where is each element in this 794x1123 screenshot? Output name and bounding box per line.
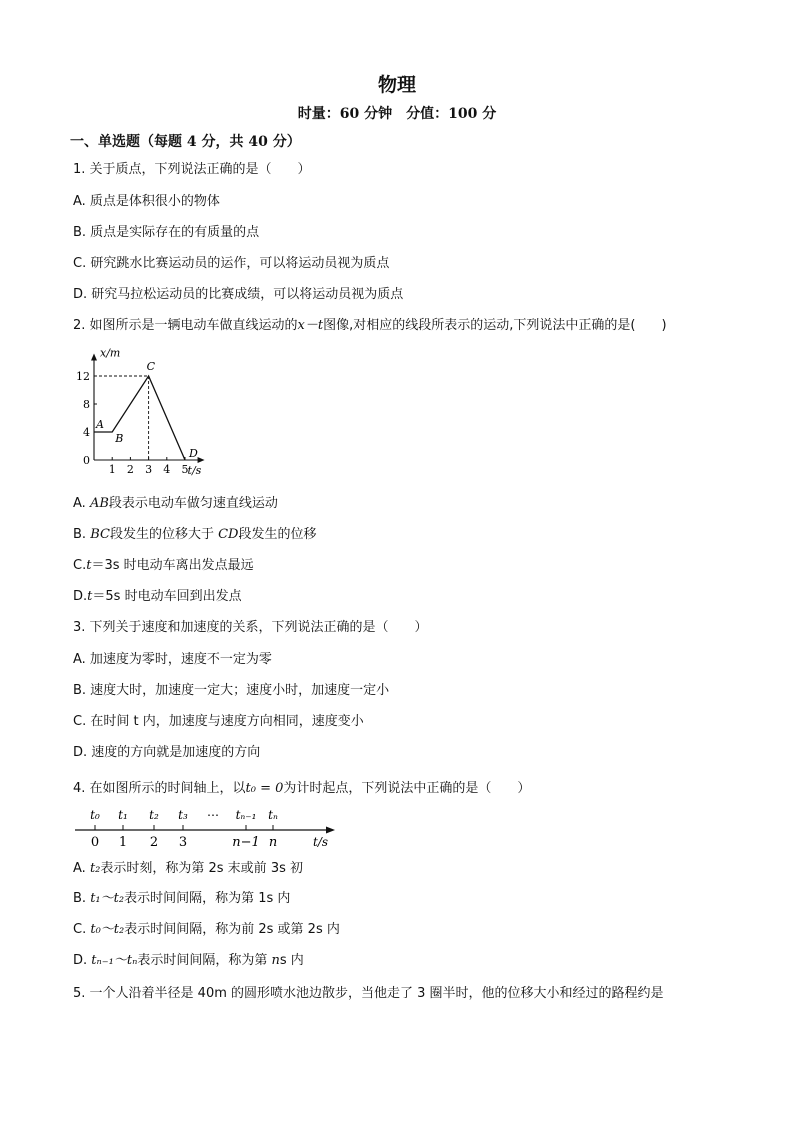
x-tick-label: 2 xyxy=(126,463,134,476)
x-axis-arrow xyxy=(198,457,205,463)
q2-option-b xyxy=(73,523,317,542)
q1-option-a: A. 质点是体积很小的物体 xyxy=(73,194,220,209)
q2-a-text: 段表示电动车做匀速直线运动 xyxy=(108,496,278,511)
x-tick-label: 3 xyxy=(145,463,153,476)
timeline-bottom-label: 0 xyxy=(90,835,100,850)
y-tick-label: 12 xyxy=(76,370,90,383)
q4-b-variable: t₁～t₂ xyxy=(90,891,125,906)
timeline-bottom-label: 2 xyxy=(149,835,159,850)
q1-option-c: C. 研究跳水比赛运动员的运作，可以将运动员视为质点 xyxy=(73,256,390,271)
data-line xyxy=(94,376,185,460)
q2-d-text: ＝5s 时电动车回到出发点 xyxy=(92,589,242,604)
timeline-top-label: tₙ₋₁ xyxy=(235,808,257,822)
timeline-top-label: t₂ xyxy=(149,808,159,822)
q2-stem-text: 2. 如图所示是一辆电动车做直线运动的 xyxy=(73,318,298,333)
q1-option-b: B. 质点是实际存在的有质量的点 xyxy=(73,225,260,240)
q2-d-label: D. xyxy=(73,589,88,604)
q3-option-a: A. 加速度为零时，速度不一定为零 xyxy=(73,652,272,667)
q2-d-variable: t xyxy=(87,589,93,604)
timeline-bottom-label: 1 xyxy=(118,835,128,850)
q2-stem-variable: x－t xyxy=(297,318,324,333)
timeline-top-label: t₀ xyxy=(90,808,100,822)
q4-d-label: D. xyxy=(73,953,88,968)
timeline-diagram xyxy=(73,804,343,852)
exam-info: 时量：60 分钟 分值：100 分 xyxy=(297,106,497,122)
q4-stem xyxy=(73,777,530,796)
q4-stem-text-end: 为计时起点，下列说法中正确的是（ ） xyxy=(283,781,531,796)
q4-stem-text: 4. 在如图所示的时间轴上，以 xyxy=(73,781,246,796)
timeline-top-label: ⋯ xyxy=(207,808,219,822)
q2-c-variable: t xyxy=(86,558,92,573)
x-tick-label: 5 xyxy=(181,463,189,476)
q4-stem-variable: t₀ = 0 xyxy=(245,781,284,796)
y-axis-arrow xyxy=(91,354,97,361)
timeline-arrow xyxy=(326,827,335,834)
x-tick-label: 1 xyxy=(108,463,116,476)
q3-option-d: D. 速度的方向就是加速度的方向 xyxy=(73,745,261,760)
timeline-bottom-label: n−1 xyxy=(232,835,260,850)
q4-option-d xyxy=(73,949,304,968)
timeline-top-label: tₙ xyxy=(268,808,278,822)
q4-a-text: 表示时刻，称为第 2s 末或前 3s 初 xyxy=(100,861,303,876)
q4-c-text: 表示时间间隔，称为前 2s 或第 2s 内 xyxy=(124,922,340,937)
q3-option-c: C. 在时间 t 内，加速度与速度方向相同，速度变小 xyxy=(73,714,364,729)
y-tick-label: 8 xyxy=(83,398,90,411)
point-label-b: B xyxy=(115,432,124,445)
timeline-bottom-label: 3 xyxy=(178,835,188,850)
q5-stem: 5. 一个人沿着半径是 40m 的圆形喷水池边散步，当他走了 3 圈半时，他的位移大小和经过的路程约是 xyxy=(73,986,664,1001)
x-tick-label: 4 xyxy=(163,463,171,476)
q2-c-label: C. xyxy=(73,558,87,573)
xt-graph xyxy=(73,338,233,478)
x-axis-label: t/s xyxy=(187,464,202,477)
q2-b-variable-1: BC xyxy=(90,527,110,542)
timeline-bottom-label: n xyxy=(268,835,278,850)
q2-a-variable: AB xyxy=(89,496,109,511)
y-axis-label: x/m xyxy=(100,346,121,360)
q2-stem-text-end: 图像,对相应的线段所表示的运动,下列说法中正确的是( ) xyxy=(323,318,667,333)
q4-c-variable: t₀～t₂ xyxy=(90,922,125,937)
q4-d-text-end: s 内 xyxy=(279,953,304,968)
page-title: 物理 xyxy=(377,74,416,96)
q4-d-variable: tₙ₋₁～tₙ xyxy=(91,953,138,968)
timeline-top-label: t₁ xyxy=(118,808,128,822)
q2-b-text-end: 段发生的位移 xyxy=(238,527,317,542)
q2-option-a xyxy=(73,492,278,511)
q4-b-text: 表示时间间隔，称为第 1s 内 xyxy=(124,891,291,906)
q2-b-variable-2: CD xyxy=(218,527,239,542)
q4-b-label: B. xyxy=(73,891,87,906)
q2-a-label: A. xyxy=(73,496,86,511)
q4-d-variable-2: n xyxy=(271,953,280,968)
point-label-a: A xyxy=(96,418,104,431)
timeline-axis-label: t/s xyxy=(313,835,329,849)
q4-a-variable: t₂ xyxy=(89,861,101,876)
q2-option-c xyxy=(73,554,254,573)
q2-b-label: B. xyxy=(73,527,87,542)
y-tick-label: 0 xyxy=(83,454,90,467)
q4-option-b xyxy=(73,887,290,906)
q4-a-label: A. xyxy=(73,861,86,876)
q4-d-text: 表示时间间隔，称为第 xyxy=(137,953,268,968)
q1-stem: 1. 关于质点，下列说法正确的是（ ） xyxy=(73,162,311,177)
q4-c-label: C. xyxy=(73,922,87,937)
q2-stem xyxy=(73,314,667,333)
point-label-d: D xyxy=(189,447,198,460)
section-heading: 一、单选题（每题 4 分，共 40 分） xyxy=(70,134,301,150)
timeline-top-label: t₃ xyxy=(178,808,188,822)
q4-option-c xyxy=(73,918,340,937)
q2-c-text: ＝3s 时电动车离出发点最远 xyxy=(91,558,254,573)
q4-option-a xyxy=(73,857,303,876)
q2-option-d xyxy=(73,585,242,604)
point-label-c: C xyxy=(146,360,156,373)
q2-b-text: 段发生的位移大于 xyxy=(109,527,214,542)
q1-option-d: D. 研究马拉松运动员的比赛成绩，可以将运动员视为质点 xyxy=(73,287,404,302)
q3-stem: 3. 下列关于速度和加速度的关系，下列说法正确的是（ ） xyxy=(73,620,428,635)
y-tick-label: 4 xyxy=(83,426,90,439)
q3-option-b: B. 速度大时，加速度一定大；速度小时，加速度一定小 xyxy=(73,683,390,698)
